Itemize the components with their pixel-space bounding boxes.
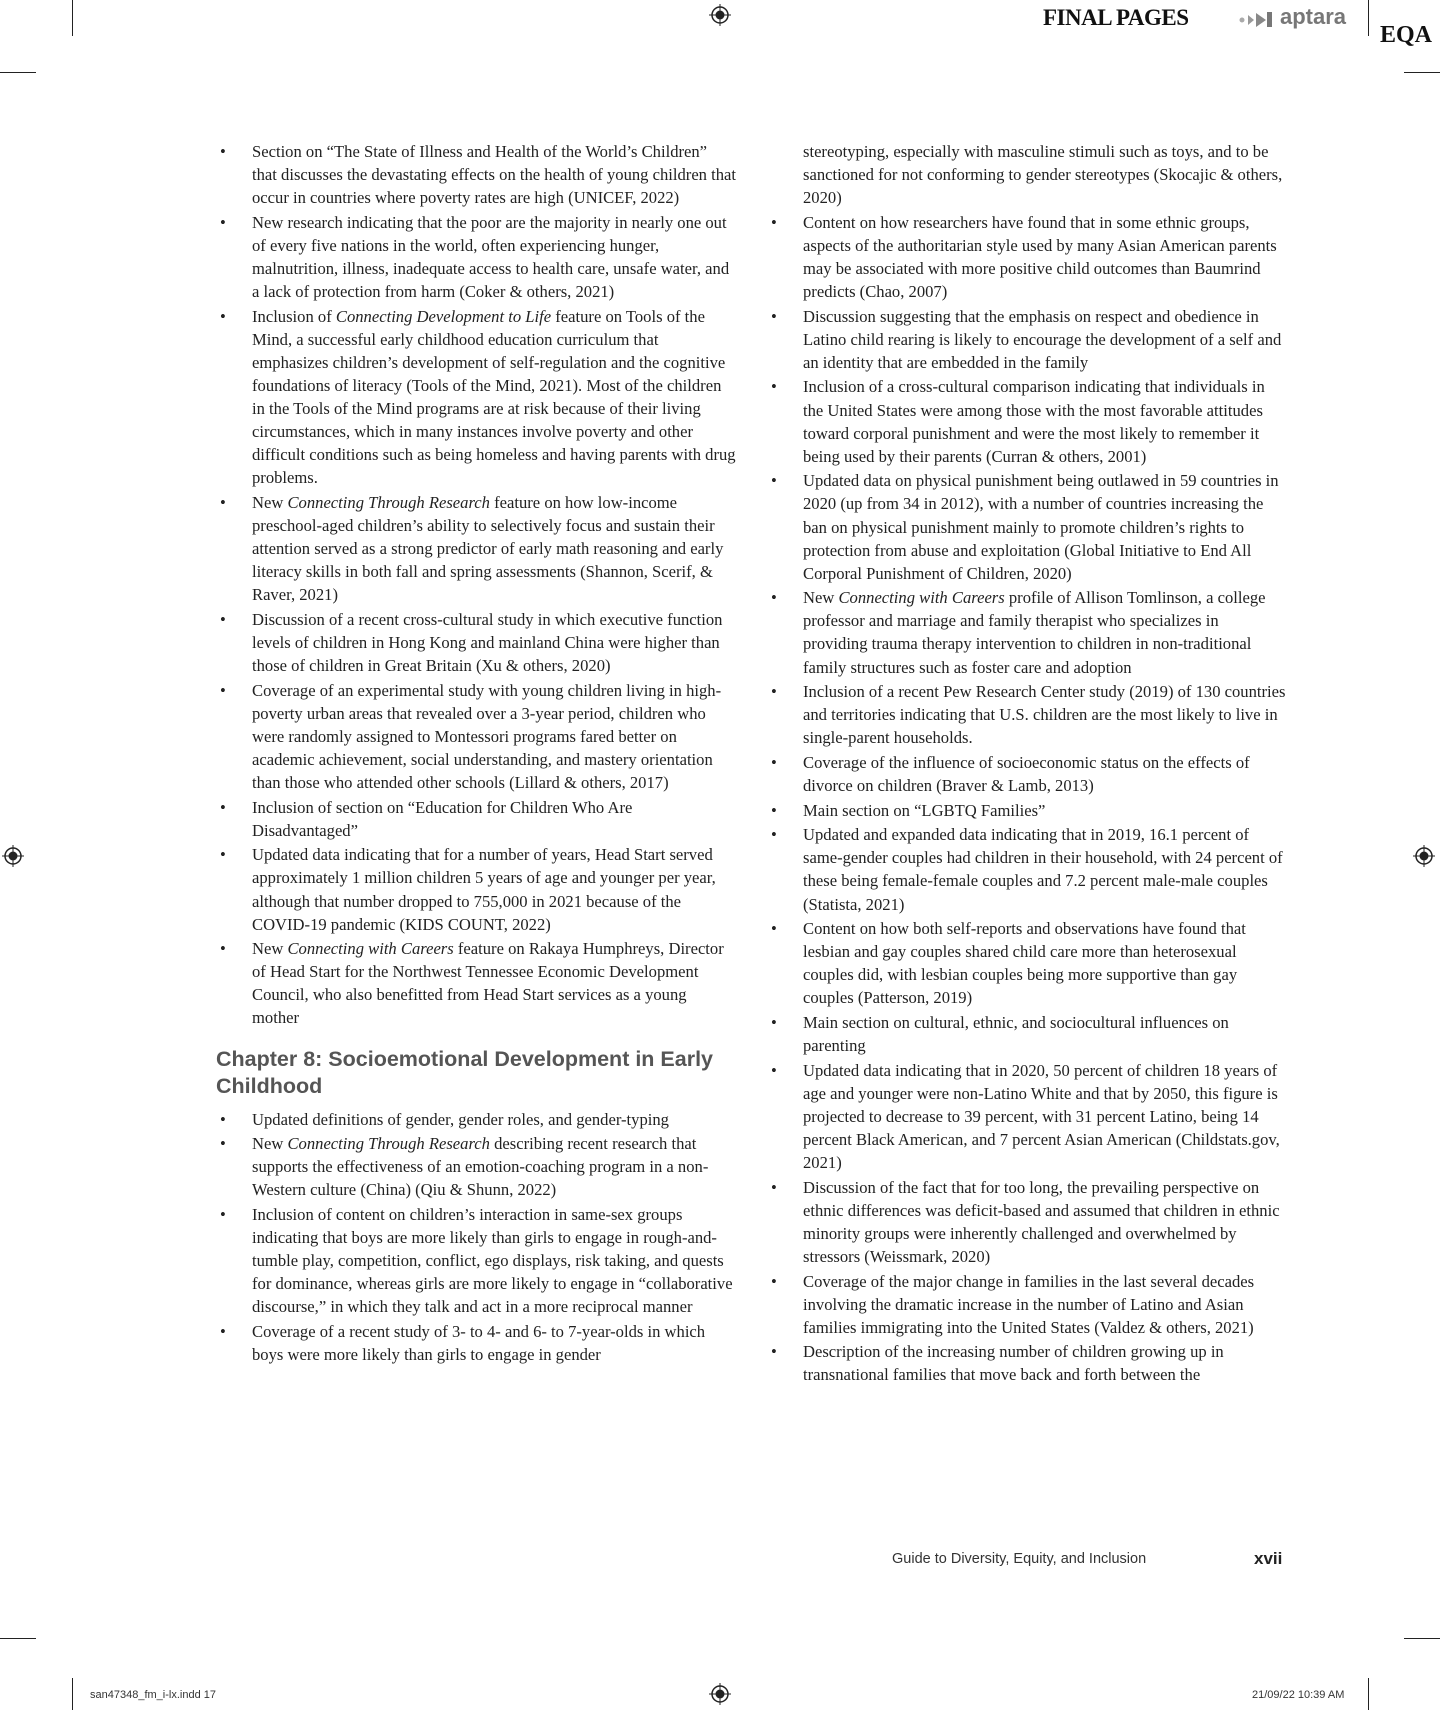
registration-mark-icon — [709, 1683, 731, 1705]
bullet-icon: • — [220, 1204, 226, 1224]
item-text: feature on Rakaya Humphreys, Director of Head Start for the Northwest Tennessee Economic Development Council, who also benefitted from Head Start services as a young mother — [252, 939, 724, 1028]
list-item — [765, 305, 1287, 374]
item-text: Updated data on physical punishment being outlawed in 59 countries in 2020 (up from 34 in 2012), with a number of countries increasing the ban on physical punishment mainly to promote children’s rights to protection from abuse and exploitation (Global Initiative to End All Corporal Punishment of Children, 2020) — [803, 471, 1279, 583]
eqa-code: EQA — [1380, 22, 1433, 48]
bullet-icon: • — [220, 1109, 226, 1129]
list-item — [214, 679, 736, 794]
feature-title: Connecting Through Research — [287, 492, 490, 512]
list-item — [765, 1270, 1287, 1339]
bullet-icon: • — [220, 1134, 226, 1154]
list-item — [214, 305, 736, 490]
list-item — [765, 751, 1287, 797]
bullet-icon: • — [220, 845, 226, 865]
crop-mark — [72, 0, 73, 36]
list-item — [765, 799, 1287, 822]
item-text: New — [252, 1134, 288, 1154]
feature-title: Connecting with Careers — [287, 939, 454, 959]
bullet-icon: • — [220, 680, 226, 700]
list-item-continuation — [765, 140, 1287, 209]
list-item — [765, 1059, 1287, 1174]
item-text: New research indicating that the poor are the majority in nearly one out of every five nations in the world, often experiencing hunger, malnutrition, illness, inadequate access to health care, unsafe water, and a lack of protection from harm (Coker & others, 2021) — [252, 212, 730, 302]
slug-date: 21/09/22 10:39 AM — [1252, 1689, 1345, 1701]
item-text: New — [803, 588, 839, 608]
bullet-icon: • — [220, 306, 226, 326]
list-item — [214, 1108, 736, 1131]
bullet-icon: • — [220, 939, 226, 959]
bullet-list — [765, 211, 1286, 1387]
list-item — [765, 586, 1287, 678]
feature-title: Connecting Development to Life — [335, 306, 552, 326]
right-column — [765, 140, 1286, 1388]
list-item — [214, 796, 736, 842]
list-item — [765, 823, 1287, 915]
bullet-icon: • — [771, 825, 777, 845]
item-text: Coverage of the major change in families in the last several decades involving the dramatic increase in the number of Latino and Asian families immigrating into the United States (Valdez & others, 2021) — [803, 1271, 1255, 1337]
chapter-heading: Chapter 8: Socioemotional Development in Early Childhood — [216, 1046, 713, 1098]
item-text: Main section on cultural, ethnic, and sociocultural influences on parenting — [803, 1012, 1229, 1056]
item-text: Content on how researchers have found that in some ethnic groups, aspects of the authoritarian style used by many Asian American parents may be associated with more positive child outcomes than Baumrind predicts (Chao, 2007) — [803, 212, 1277, 302]
list-item — [765, 211, 1287, 303]
bullet-icon: • — [771, 1012, 777, 1032]
list-item — [765, 680, 1287, 749]
bullet-icon: • — [220, 492, 226, 512]
list-item — [765, 1011, 1287, 1057]
aptara-logo: aptara — [1280, 4, 1347, 29]
bullet-icon: • — [771, 212, 777, 232]
list-item — [765, 1176, 1287, 1268]
crop-mark — [1368, 1678, 1369, 1710]
bullet-icon: • — [771, 919, 777, 939]
bullet-icon: • — [771, 471, 777, 491]
item-text: Updated data indicating that in 2020, 50 percent of children 18 years of age and younger were non-Latino White and that by 2050, this figure is projected to decrease to 39 percent, with 31 percent Latino, being 14 percent Black American, and 7 percent Asian American (Childstats.gov, 2021) — [803, 1060, 1280, 1173]
list-item — [214, 843, 736, 935]
crop-mark — [1404, 1638, 1440, 1639]
bullet-icon: • — [220, 797, 226, 817]
item-text: New — [252, 492, 288, 512]
bullet-list — [214, 1108, 733, 1367]
item-text: Inclusion of section on “Education for Children Who Are Disadvantaged” — [252, 797, 633, 840]
crop-mark — [0, 72, 36, 73]
bullet-icon: • — [771, 682, 777, 702]
item-text: feature on how low-income preschool-aged children’s ability to selectively focus and sustain their attention served as a strong predictor of early math reasoning and early literacy skills in both fall and spring assessments (Shannon, Scerif, & Raver, 2021) — [252, 492, 724, 605]
crop-mark — [0, 1638, 36, 1639]
list-item — [765, 469, 1287, 584]
registration-mark-icon — [2, 845, 24, 867]
item-text: describing recent research that supports the effectiveness of an emotion-coaching program in a non-Western culture (China) (Qiu & Shunn, 2022) — [252, 1134, 709, 1200]
item-text: Content on how both self-reports and observations have found that lesbian and gay couples shared child care more than heterosexual couples did, with lesbian couples being more supportive than gay couples (Patterson, 2019) — [803, 919, 1246, 1008]
list-item — [214, 1320, 736, 1366]
final-pages-label: FINAL PAGES — [1043, 5, 1189, 30]
item-text: Inclusion of — [252, 306, 336, 326]
bullet-icon: • — [771, 1060, 777, 1080]
running-footer-title: Guide to Diversity, Equity, and Inclusion — [892, 1551, 1147, 1567]
crop-mark — [72, 1678, 73, 1710]
item-text: Section on “The State of Illness and Health of the World’s Children” that discusses the devastating effects on the health of young children that occur in countries where poverty rates are high (UNICEF, 2022) — [252, 142, 737, 208]
item-text: Discussion of the fact that for too long, the prevailing perspective on ethnic differences was deficit-based and assumed that children in ethnic minority groups were inherently challenged and overwhelmed by stressors (Weissmark, 2020) — [803, 1177, 1280, 1266]
item-text: Coverage of the influence of socioeconomic status on the effects of divorce on children (Braver & Lamb, 2013) — [803, 752, 1250, 796]
item-text: feature on Tools of the Mind, a successful early childhood education curriculum that emphasizes children’s development of self-regulation and the cognitive foundations of literacy (Tools of the Mind, 2021). Most of the children in the Tools of the Mind programs are at risk because of their living circumstances, which in many instances involve poverty and other difficult conditions such as being homeless and having parents with drug problems. — [252, 306, 736, 488]
bullet-icon: • — [220, 609, 226, 629]
feature-title: Connecting Through Research — [287, 1134, 490, 1154]
list-item — [214, 491, 736, 606]
left-column — [214, 140, 737, 1368]
item-text: Coverage of an experimental study with young children living in high-poverty urban areas that revealed over a 3-year period, children who were randomly assigned to Montessori programs fared better on academic achievement, social understanding, and mastery orientation than those who attended other schools (Lillard & others, 2017) — [252, 680, 722, 793]
bullet-icon: • — [220, 142, 226, 161]
item-text: stereotyping, especially with masculine stimuli such as toys, and to be sanctioned for not conforming to gender stereotypes (Skocajic & others, 2020) — [803, 142, 1283, 208]
list-item — [214, 1132, 736, 1201]
bullet-icon: • — [771, 588, 777, 608]
item-text: profile of Allison Tomlinson, a college professor and marriage and family therapist who specializes in providing trauma therapy intervention to children in non-traditional family structures such as foster care and adoption — [803, 588, 1266, 677]
list-item — [214, 1203, 736, 1318]
list-item — [214, 608, 736, 677]
bullet-icon: • — [220, 1321, 226, 1341]
list-item — [214, 937, 736, 1029]
list-item — [765, 917, 1287, 1009]
item-text: Updated data indicating that for a number of years, Head Start served approximately 1 million children 5 years of age and younger per year, although that number dropped to 755,000 in 2021 because of the COVID-19 pandemic (KIDS COUNT, 2022) — [252, 845, 716, 934]
bullet-icon: • — [771, 1177, 777, 1197]
item-text: Description of the increasing number of children growing up in transnational families that move back and forth between the — [803, 1342, 1224, 1385]
bullet-icon: • — [771, 1342, 777, 1362]
item-text: Discussion of a recent cross-cultural study in which executive function levels of children in Hong Kong and mainland China were higher than those of children in Great Britain (Xu & others, 2020) — [252, 609, 723, 676]
slug-filename: san47348_fm_i-lx.indd 17 — [90, 1689, 216, 1701]
crop-mark — [1368, 0, 1369, 36]
item-text: Coverage of a recent study of 3- to 4- and 6- to 7-year-olds in which boys were more likely than girls to engage in gender — [252, 1321, 706, 1364]
item-text: Inclusion of a recent Pew Research Center study (2019) of 130 countries and territories indicating that U.S. children are the most likely to live in single-parent households. — [803, 682, 1286, 748]
feature-title: Connecting with Careers — [838, 588, 1005, 608]
item-text: Updated definitions of gender, gender roles, and gender-typing — [252, 1109, 669, 1129]
item-text: New — [252, 939, 288, 959]
list-item — [765, 375, 1287, 467]
aptara-logo-icon — [1238, 10, 1276, 28]
bullet-list — [214, 140, 737, 1030]
item-text: Main section on “LGBTQ Families” — [803, 800, 1046, 820]
list-item — [214, 140, 736, 209]
crop-mark — [1404, 72, 1440, 73]
bullet-icon: • — [771, 1271, 777, 1291]
list-item — [765, 1340, 1287, 1386]
bullet-icon: • — [771, 377, 777, 397]
registration-mark-icon — [709, 4, 731, 26]
bullet-icon: • — [771, 752, 777, 772]
bullet-icon: • — [220, 212, 226, 232]
item-text: Inclusion of a cross-cultural comparison indicating that individuals in the United States were among those with the most favorable attitudes toward corporal punishment and were the most likely to remember it being used by their parents (Curran & others, 2001) — [803, 377, 1265, 466]
bullet-icon: • — [771, 306, 777, 326]
bullet-icon: • — [771, 800, 777, 820]
item-text: Discussion suggesting that the emphasis on respect and obedience in Latino child rearing is likely to encourage the development of a self and an identity that are embedded in the family — [803, 306, 1282, 372]
list-item — [214, 211, 736, 303]
item-text: Inclusion of content on children’s interaction in same-sex groups indicating that boys are more likely than girls to engage in rough-and-tumble play, competition, conflict, ego displays, risk taking, and quests for dominance, whereas girls are more likely to engage in “collaborative discourse,” in which they talk and act in a more reciprocal manner — [252, 1204, 733, 1317]
item-text: Updated and expanded data indicating that in 2019, 16.1 percent of same-gender couples had children in their household, with 24 percent of these being female-female couples and 7.2 percent male-male couples (Statista, 2021) — [803, 825, 1283, 914]
registration-mark-icon — [1413, 845, 1435, 867]
page-number: xvii — [1254, 1549, 1283, 1568]
